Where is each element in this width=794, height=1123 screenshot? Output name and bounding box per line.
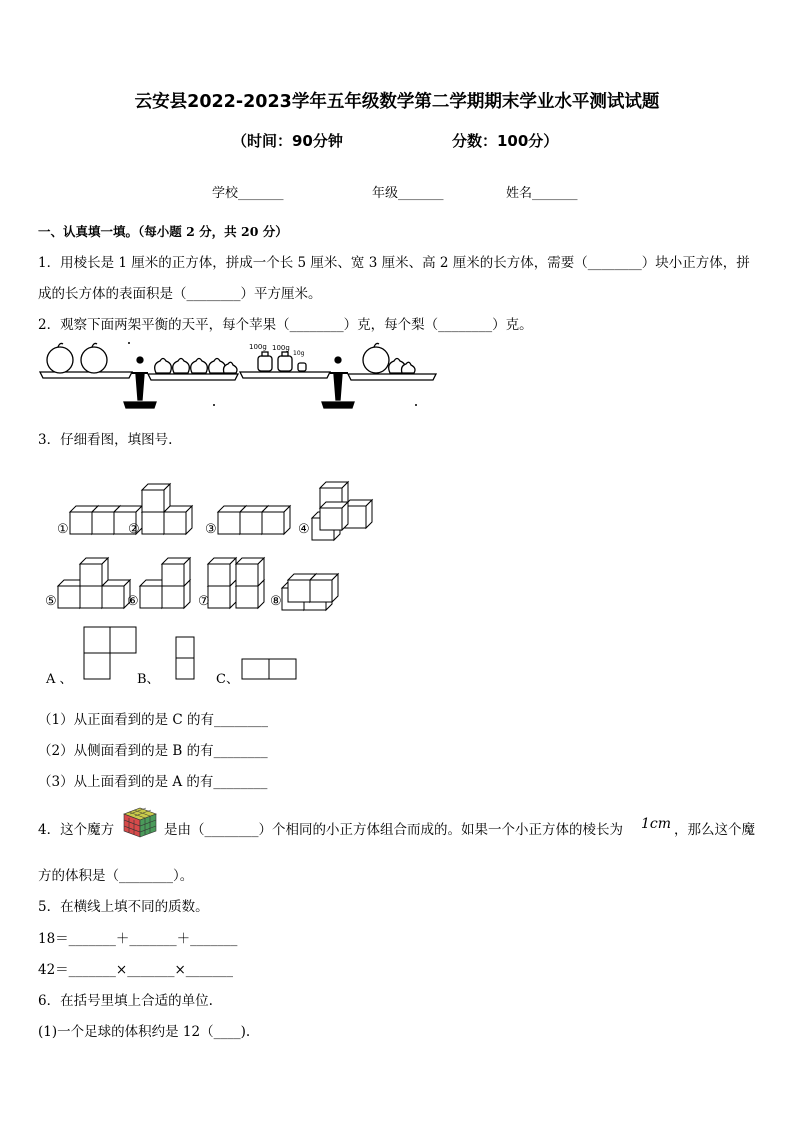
pear-icon [173, 359, 190, 374]
grade-field: 年级_______ [372, 186, 444, 201]
question-5-equation-1: 18＝_______＋_______＋_______ [38, 931, 238, 947]
pear-icon [224, 362, 238, 373]
question-3-sub-1: （1）从正面看到的是 C 的有________ [38, 712, 269, 728]
view-option-a [84, 627, 136, 679]
figure-4 [312, 482, 372, 540]
figure-5 [58, 558, 130, 608]
exam-time: （时间：90分钟 [232, 132, 343, 150]
figure-label: ⑧ [270, 594, 282, 609]
unit-cm: 1cm [641, 816, 672, 832]
question-3-sub-3: （3）从上面看到的是 A 的有________ [38, 774, 268, 790]
figure-label: ③ [205, 522, 217, 537]
question-4-part-1: 4．这个魔方 [38, 822, 115, 838]
exam-score: 分数：100分） [452, 132, 559, 150]
view-option-c [242, 659, 296, 679]
balance-scales-illustration [36, 338, 446, 416]
question-5-text: 5．在横线上填不同的质数。 [38, 899, 209, 915]
pear-icon [191, 359, 208, 374]
question-1-line-1: 1．用棱长是 1 厘米的正方体，拼成一个长 5 厘米、宽 3 厘米、高 2 厘米的长方体，需要（________）块小正方体，拼 [38, 255, 750, 271]
pear-icon [209, 359, 226, 374]
question-6-text: 6．在括号里填上合适的单位. [38, 993, 213, 1009]
apple-icon [81, 347, 107, 373]
question-5-equation-2: 42＝_______×_______×_______ [38, 962, 234, 978]
name-field: 姓名_______ [506, 186, 578, 201]
question-6-sub-1: (1)一个足球的体积约是 12（____). [38, 1024, 251, 1040]
option-a-label: A 、 [46, 672, 73, 687]
balance-scale-1 [40, 343, 238, 408]
question-3-sub-2: （2）从侧面看到的是 B 的有________ [38, 743, 268, 759]
question-4-part-3: ，那么这个魔 [674, 822, 755, 838]
weight-label: 10g [293, 350, 305, 357]
balance-scale-2 [240, 343, 436, 408]
weight-icon [278, 356, 292, 371]
view-options [84, 627, 300, 683]
figure-6 [140, 558, 190, 608]
figure-label: ⑥ [127, 594, 139, 609]
weight-icon [258, 356, 272, 371]
figure-label: ⑤ [45, 594, 57, 609]
figure-2 [142, 484, 192, 534]
figure-3 [218, 506, 290, 534]
option-b-label: B、 [137, 672, 160, 687]
apple-icon [47, 347, 73, 373]
view-option-b [176, 637, 194, 679]
question-4-part-2: 是由（________）个相同的小正方体组合而成的。如果一个小正方体的棱长为 [164, 822, 623, 838]
option-c-label: C、 [216, 672, 239, 687]
figure-8 [282, 574, 338, 610]
school-field: 学校_______ [212, 186, 284, 201]
question-1-line-2: 成的长方体的表面积是（________）平方厘米。 [38, 286, 322, 302]
question-2-text: 2．观察下面两架平衡的天平，每个苹果（________）克，每个梨（________）克。 [38, 317, 533, 333]
question-3-text: 3．仔细看图，填图号. [38, 432, 173, 448]
weight-label: 100g [249, 343, 267, 351]
question-4-line-2: 方的体积是（________）。 [38, 868, 194, 884]
weight-label: 100g [272, 344, 290, 352]
cube-figures [58, 478, 388, 613]
rubiks-cube-icon [122, 806, 158, 838]
apple-icon [363, 347, 389, 373]
figure-7 [208, 558, 264, 608]
figure-label: ⑦ [198, 594, 210, 609]
figure-label: ① [57, 522, 69, 537]
section-heading: 一、认真填一填。（每小题 2 分，共 20 分） [38, 224, 288, 239]
weight-icon [298, 363, 306, 371]
pear-icon [155, 359, 172, 374]
figure-label: ② [128, 522, 140, 537]
figure-label: ④ [298, 522, 310, 537]
page-title: 云安县2022-2023学年五年级数学第二学期期末学业水平测试试题 [134, 92, 660, 112]
